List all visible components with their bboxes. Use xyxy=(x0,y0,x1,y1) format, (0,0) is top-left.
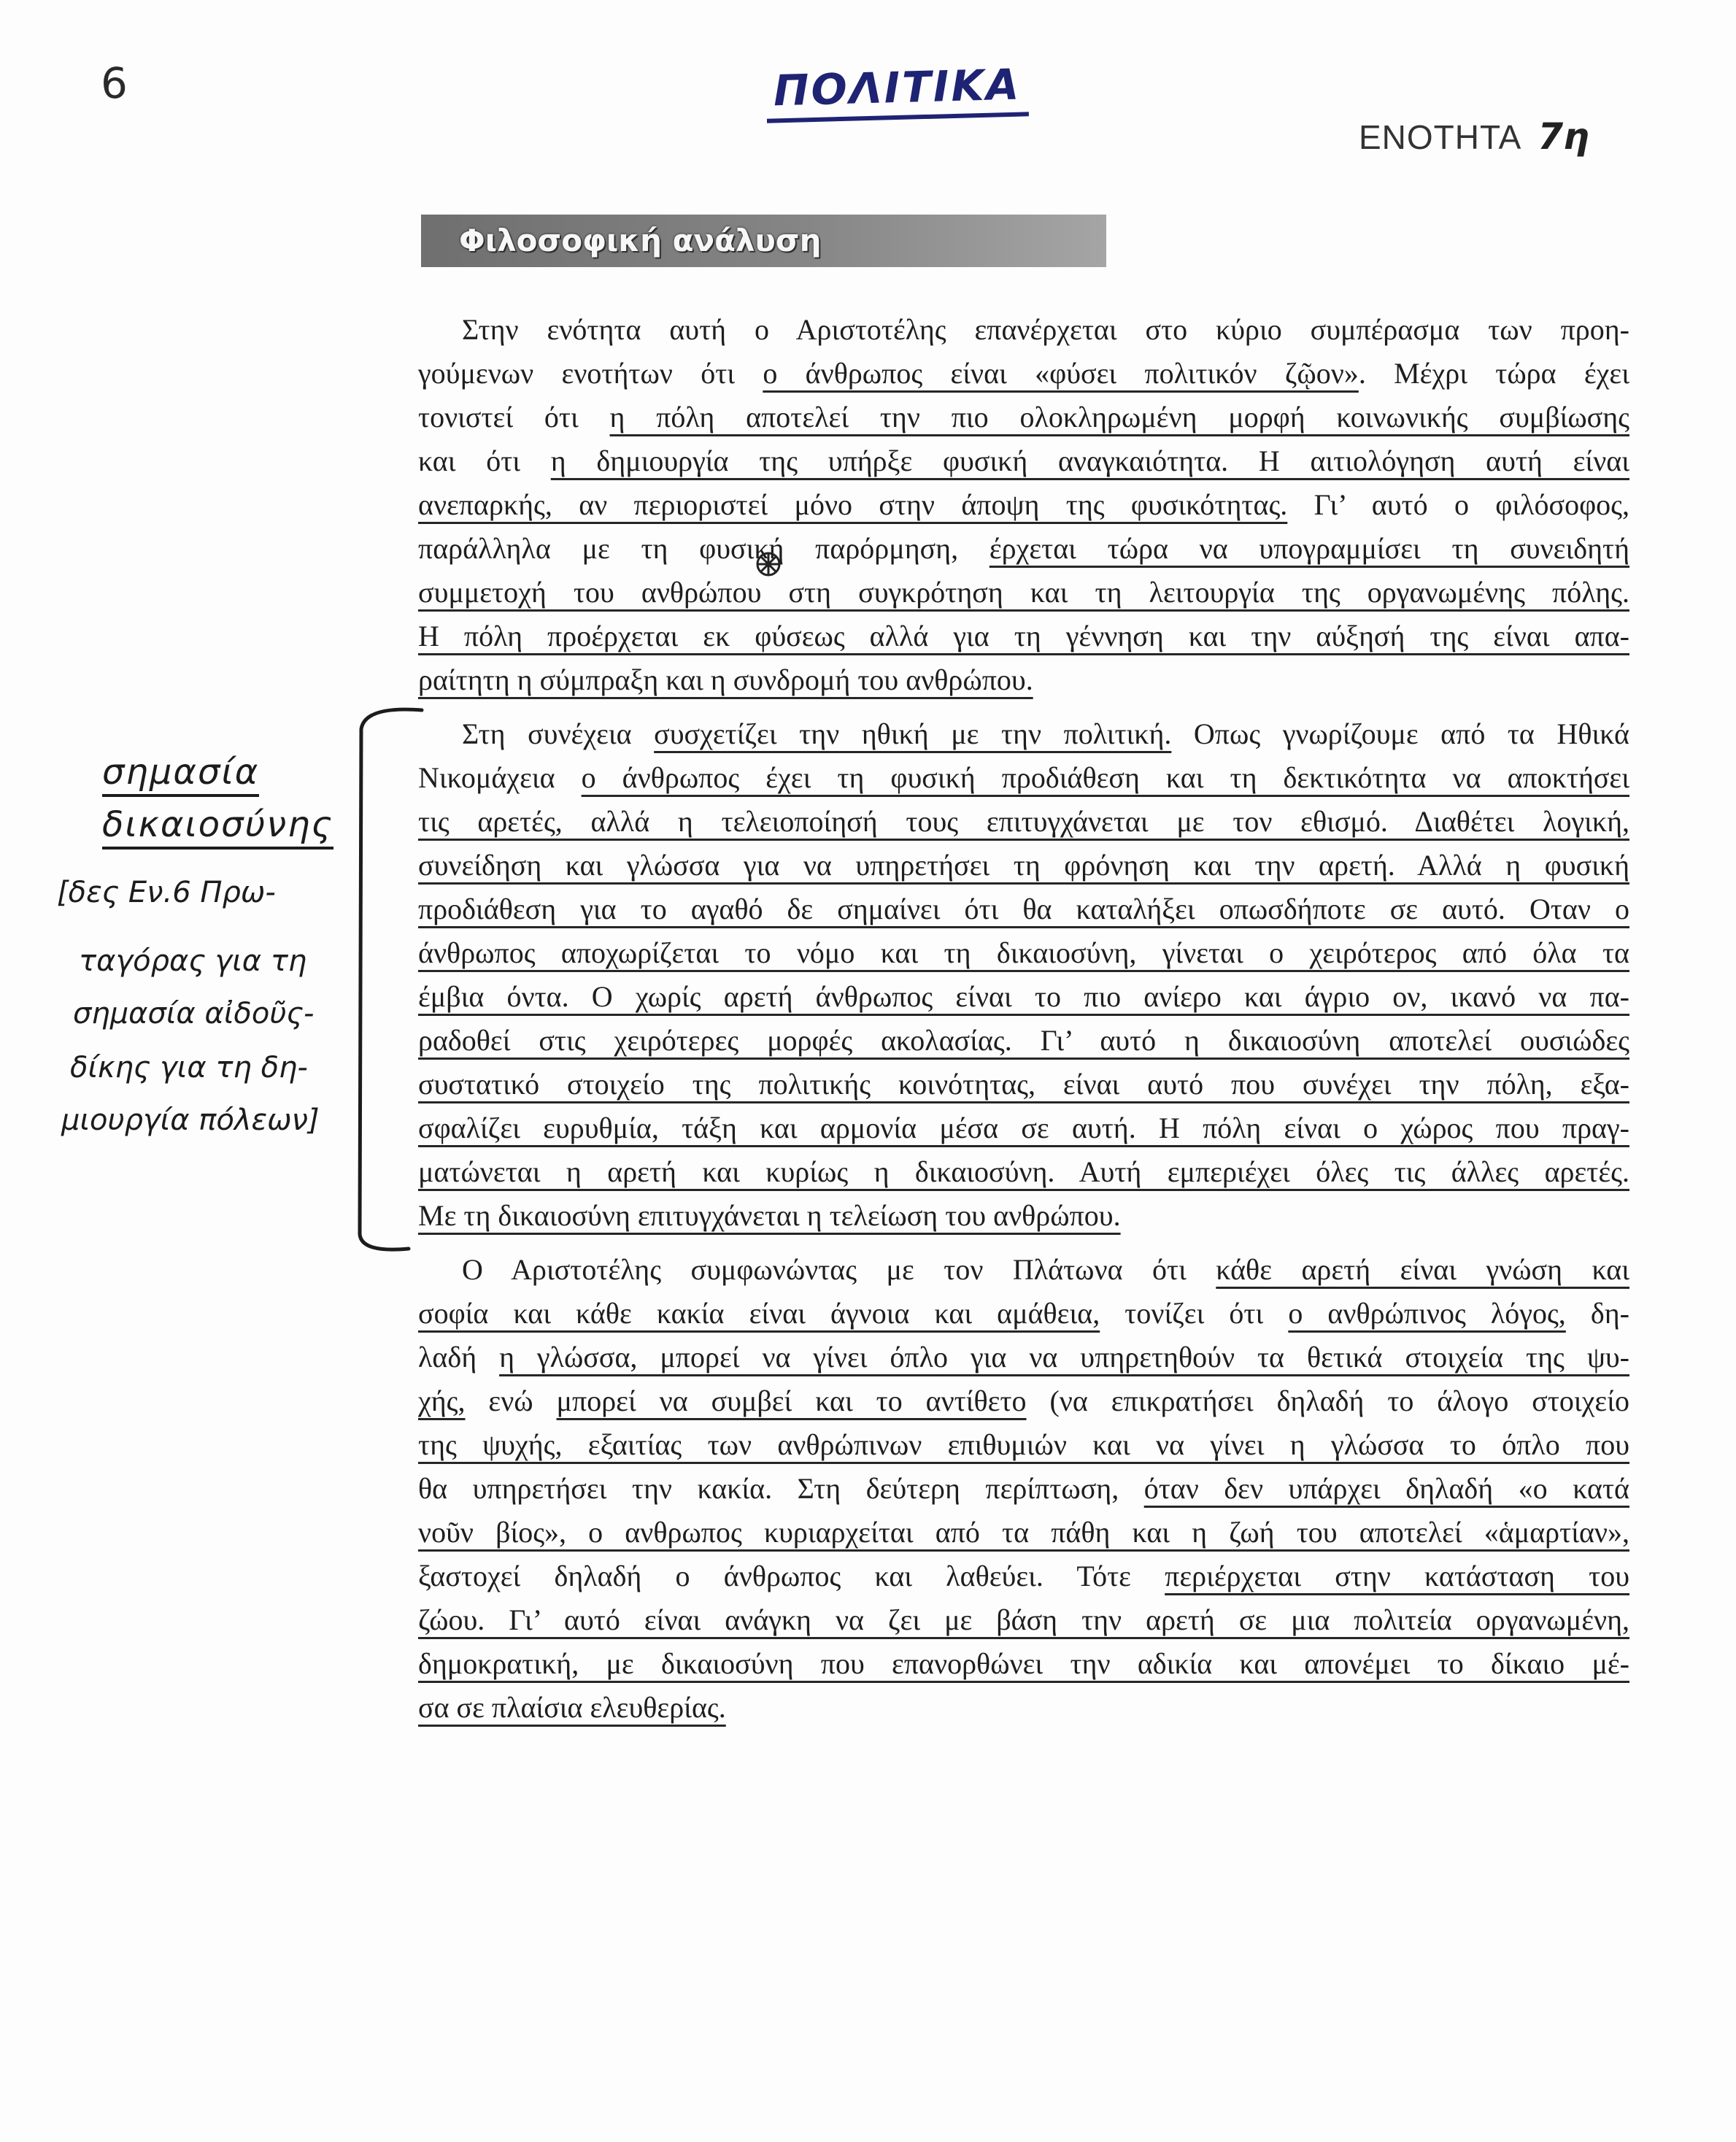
underlined-text: Η πόλη προέρχεται εκ φύσεως αλλά για τη γέννηση και την αύξησή της είναι απα- xyxy=(418,620,1629,652)
text-line xyxy=(418,975,1629,1019)
underlined-text: σα σε πλαίσια ελευθερίας. xyxy=(418,1691,726,1724)
text-segment: . Μέχρι τώρα έχει xyxy=(1358,357,1629,390)
handwritten-bracket xyxy=(349,704,436,1259)
text-line xyxy=(418,1555,1629,1598)
text-line xyxy=(418,483,1629,527)
underlined-text: η δημιουργία της υπήρξε φυσική αναγκαιότητα. Η αιτιολόγηση αυτή είναι xyxy=(550,444,1629,477)
underlined-text: προδιάθεση για το αγαθό δε σημαίνει ότι θα καταλήξει οπωσδήποτε σε αυτό. Οταν ο xyxy=(418,893,1629,925)
underlined-text: ζώου. Γι’ αυτό είναι ανάγκη να ζει με βάση την αρετή σε μια πολιτεία οργανωμένη, xyxy=(418,1603,1629,1636)
analysis-body xyxy=(418,308,1629,1730)
text-line xyxy=(418,1150,1629,1194)
text-line xyxy=(418,800,1629,844)
underlined-text: άνθρωπος αποχωρίζεται το νόμο και τη δικαιοσύνη, γίνεται ο χειρότερος από όλα τα xyxy=(418,936,1629,969)
underlined-text: ραδοθεί στις χειρότερες μορφές ακολασίας. Γι’ αυτό η δικαιοσύνη αποτελεί ουσιώδες xyxy=(418,1024,1629,1057)
underlined-text: ο ανθρώπινος λόγος, xyxy=(1288,1297,1566,1330)
underlined-text: όταν δεν υπάρχει δηλαδή «ο κατά xyxy=(1143,1472,1629,1505)
text-line xyxy=(418,931,1629,975)
text-line xyxy=(418,396,1629,439)
underlined-text: η πόλη αποτελεί την πιο ολοκληρωμένη μορφή κοινωνικής συμβίωσης xyxy=(609,401,1629,434)
text-line xyxy=(418,1063,1629,1106)
text-line xyxy=(418,571,1629,615)
margin-note-line: σημασία αἰδοῦς- xyxy=(73,997,315,1030)
text-line xyxy=(418,1019,1629,1063)
text-segment: ενώ xyxy=(465,1384,557,1417)
text-segment: Ο Αριστοτέλης συμφωνώντας με τον Πλάτωνα ότι xyxy=(462,1253,1216,1286)
text-line xyxy=(418,527,1629,571)
text-line xyxy=(418,887,1629,931)
text-line xyxy=(418,1686,1629,1730)
margin-note-line: μιουργία πόλεων] xyxy=(61,1103,320,1137)
text-segment: Στη συνέχεια xyxy=(462,717,655,750)
text-segment: δη- xyxy=(1565,1297,1629,1330)
text-segment: Γι’ αυτό ο φιλόσοφος, xyxy=(1287,488,1629,521)
text-segment: γούμενων ενοτήτων ότι xyxy=(418,357,763,390)
margin-note-heading: δικαιοσύνης xyxy=(102,804,333,850)
underlined-text: της ψυχής, εξαιτίας των ανθρώπινων επιθυμιών και να γίνει η γλώσσα το όπλο που xyxy=(418,1428,1629,1461)
margin-note-line: ταγόρας για τη xyxy=(79,944,307,978)
section-label: ΕΝΟΤΗΤΑ xyxy=(1359,118,1522,156)
underlined-text: συνείδηση και γλώσσα για να υπηρετήσει τη φρόνηση και την αρετή. Αλλά η φυσική xyxy=(418,849,1629,882)
margin-note-heading: σημασία xyxy=(102,752,259,797)
text-segment: τονιστεί ότι xyxy=(418,401,610,434)
underlined-text: συσχετίζει την ηθική με την πολιτική. xyxy=(654,717,1172,750)
text-segment: Οπως γνωρίζουμε από τα Ηθικά xyxy=(1171,717,1629,750)
underlined-text: ματώνεται η αρετή και κυρίως η δικαιοσύνη. Αυτή εμπεριέχει όλες τις άλλες αρετές. xyxy=(418,1155,1629,1188)
underlined-text: Με τη δικαιοσύνη επιτυγχάνεται η τελείωση του ανθρώπου. xyxy=(418,1199,1121,1232)
text-line xyxy=(418,1248,1629,1292)
text-line xyxy=(418,615,1629,658)
underlined-text: νοῦν βίος», ο ανθρωπος κυριαρχείται από τα πάθη και η ζωή του αποτελεί «ἁμαρτίαν», xyxy=(418,1516,1629,1549)
text-line xyxy=(418,1336,1629,1379)
text-line xyxy=(418,1292,1629,1336)
text-line xyxy=(418,439,1629,483)
margin-note-line: [δες Εν.6 Πρω- xyxy=(57,876,276,909)
underlined-text: ραίτητη η σύμπραξη και η συνδρομή του ανθρώπου. xyxy=(418,663,1033,696)
text-segment: παράλληλα με τη φυσική παρόρμηση, xyxy=(418,532,989,565)
underlined-text: σοφία και κάθε κακία είναι άγνοια και αμάθεια, xyxy=(418,1297,1100,1330)
paragraph xyxy=(418,308,1629,702)
handwritten-title: ΠΟΛΙΤΙΚΑ xyxy=(765,59,1029,123)
underlined-text: έρχεται τώρα να υπογραμμίσει τη συνειδητή xyxy=(989,532,1629,565)
text-line xyxy=(418,1106,1629,1150)
text-line xyxy=(418,1194,1629,1238)
text-line xyxy=(418,352,1629,396)
underlined-text: ο άνθρωπος είναι «φύσει πολιτικόν ζῷον» xyxy=(763,357,1359,390)
paragraph xyxy=(418,1248,1629,1730)
underlined-text: σφαλίζει ευρυθμία, τάξη και αρμονία μέσα σε αυτή. Η πόλη είναι ο χώρος που πραγ- xyxy=(418,1112,1629,1144)
underlined-text: συστατικό στοιχείο της πολιτικής κοινότητας, είναι αυτό που συνέχει την πόλη, εξα- xyxy=(418,1068,1629,1101)
text-line xyxy=(418,1598,1629,1642)
text-segment: και ότι xyxy=(418,444,551,477)
text-segment: θα υπηρετήσει την κακία. Στη δεύτερη περίπτωση, xyxy=(418,1472,1144,1505)
underlined-text: χής, xyxy=(418,1384,466,1417)
text-line xyxy=(418,756,1629,800)
text-line xyxy=(418,1379,1629,1423)
text-line xyxy=(418,1511,1629,1555)
underlined-text: τις αρετές, αλλά η τελειοποίησή τους επιτυγχάνεται με τον εθισμό. Διαθέτει λογική, xyxy=(418,805,1629,838)
underlined-text: κάθε αρετή είναι γνώση και xyxy=(1216,1253,1629,1286)
text-line xyxy=(418,1467,1629,1511)
underlined-text: συμμετοχή του ανθρώπου στη συγκρότηση και τη λειτουργία της οργανωμένης πόλης. xyxy=(418,576,1629,609)
underlined-text: μπορεί να συμβεί και το αντίθετο xyxy=(556,1384,1027,1417)
text-segment: λαδή xyxy=(418,1341,500,1374)
paragraph xyxy=(418,712,1629,1238)
underlined-text: περιέρχεται στην κατάσταση του xyxy=(1165,1560,1630,1592)
text-line xyxy=(418,1642,1629,1686)
text-segment: Νικομάχεια xyxy=(418,761,582,794)
page-number: 6 xyxy=(101,58,128,108)
section-number: 7η xyxy=(1538,115,1589,158)
underlined-text: η γλώσσα, μπορεί να γίνει όπλο για να υπηρετηθούν τα θετικά στοιχεία της ψυ- xyxy=(499,1341,1629,1374)
text-line xyxy=(418,712,1629,756)
asterisk-mark-icon xyxy=(754,550,783,579)
text-segment: τονίζει ότι xyxy=(1100,1297,1289,1330)
analysis-heading: Φιλοσοφική ανάλυση xyxy=(421,215,1106,267)
text-line xyxy=(418,308,1629,352)
text-segment: (να επικρατήσει δηλαδή το άλογο στοιχείο xyxy=(1026,1384,1629,1417)
text-line xyxy=(418,1423,1629,1467)
text-segment: Στην ενότητα αυτή ο Αριστοτέλης επανέρχεται στο κύριο συμπέρασμα των προη- xyxy=(462,313,1629,346)
text-line xyxy=(418,658,1629,702)
underlined-text: ο άνθρωπος έχει τη φυσική προδιάθεση και τη δεκτικότητα να αποκτήσει xyxy=(581,761,1629,794)
underlined-text: έμβια όντα. Ο χωρίς αρετή άνθρωπος είναι το πιο ανίερο και άγριο ον, ικανό να πα- xyxy=(418,980,1629,1013)
section-header xyxy=(1359,115,1589,158)
text-line xyxy=(418,844,1629,887)
margin-note-line: δίκης για τη δη- xyxy=(70,1051,308,1085)
text-segment: ξαστοχεί δηλαδή ο άνθρωπος και λαθεύει. Τότε xyxy=(418,1560,1165,1592)
underlined-text: ανεπαρκής, αν περιοριστεί μόνο στην άποψη της φυσικότητας. xyxy=(418,488,1288,521)
underlined-text: δημοκρατική, με δικαιοσύνη που επανορθώνει την αδικία και απονέμει το δίκαιο μέ- xyxy=(418,1647,1629,1680)
